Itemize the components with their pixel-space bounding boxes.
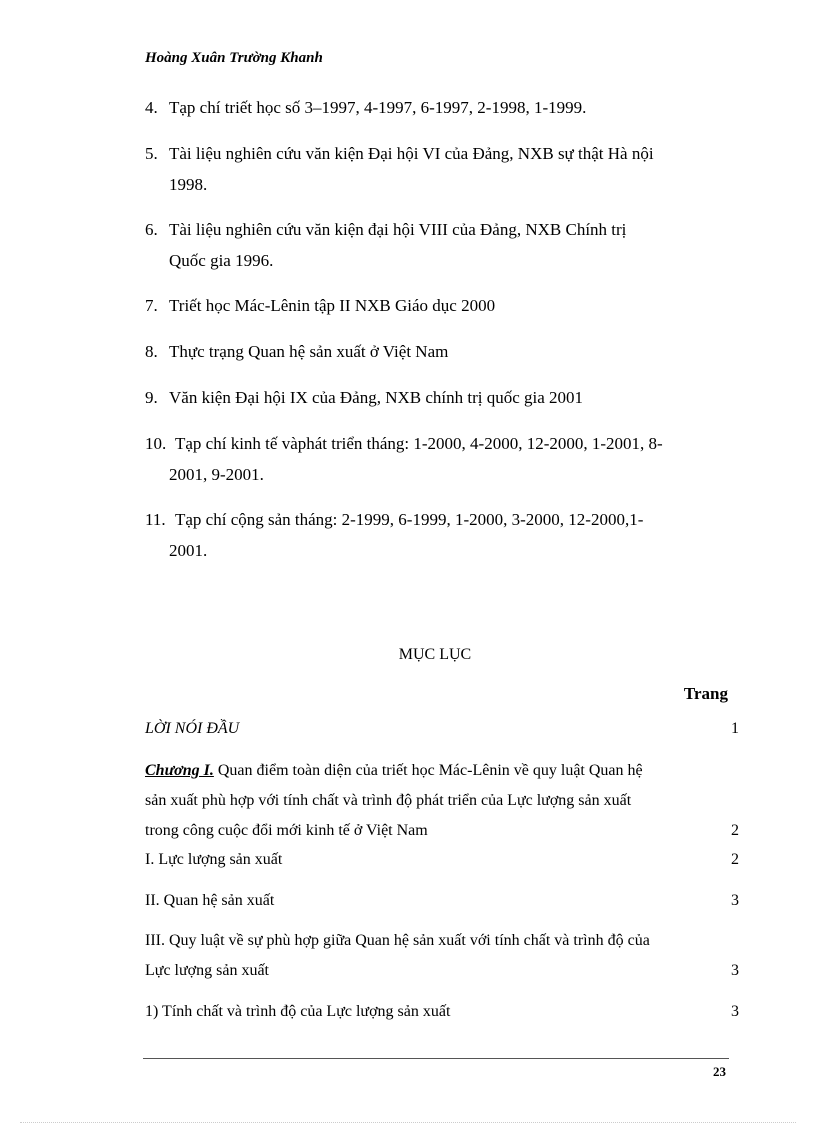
reference-text: Triết học Mác-Lênin tập II NXB Giáo dục 2000 [169, 296, 496, 315]
reference-number: 9. [145, 388, 158, 407]
page-number: 23 [713, 1064, 726, 1079]
reference-number: 5. [145, 144, 158, 163]
reference-number: 7. [145, 296, 158, 315]
reference-text: Tài liệu nghiên cứu văn kiện đại hội VIII của Đảng, NXB Chính trị [169, 220, 627, 239]
reference-item [145, 290, 728, 321]
reference-number: 4. [145, 98, 158, 117]
reference-item [145, 138, 728, 200]
toc-page-number: 1 [731, 720, 739, 737]
toc-entry-section-1 [145, 845, 739, 875]
toc-entry-label: I. Lực lượng sản xuất [145, 851, 283, 868]
reference-text-continued: 2001, 9-2001. [169, 465, 264, 484]
toc-page-number: 3 [731, 1003, 739, 1020]
reference-item [145, 336, 728, 367]
reference-text-continued: 2001. [169, 541, 208, 560]
toc-chapter-line-2: sản xuất phù hợp với tính chất và trình độ phát triển của Lực lượng sản xuất [145, 792, 632, 809]
toc-entry-section-2 [145, 886, 739, 916]
reference-text: Thực trạng Quan hệ sản xuất ở Việt Nam [169, 342, 449, 361]
reference-text: Tạp chí triết học số 3–1997, 4-1997, 6-1997, 2-1998, 1-1999. [169, 98, 587, 117]
toc-chapter-line-1 [145, 756, 739, 786]
running-header: Hoàng Xuân Trường Khanh [145, 50, 323, 66]
chapter-label: Chương I. [145, 762, 214, 779]
toc-page-number: 2 [731, 851, 739, 868]
reference-item [145, 214, 728, 276]
reference-number: 11. [145, 510, 166, 529]
reference-item [145, 92, 728, 123]
toc-entry-section-3 [145, 926, 739, 986]
reference-text: Tài liệu nghiên cứu văn kiện Đại hội VI của Đảng, NXB sự thật Hà nội [169, 144, 654, 163]
reference-item [145, 504, 728, 566]
toc-entry-line-2: Lực lượng sản xuất [145, 962, 269, 979]
toc-page-number: 2 [731, 822, 739, 839]
toc-title: MỤC LỤC [398, 646, 472, 663]
toc-entry-chapter-1 [145, 756, 739, 846]
reference-text-continued: 1998. [169, 175, 208, 194]
toc-entry-label: 1) Tính chất và trình độ của Lực lượng sản xuất [145, 1003, 451, 1020]
reference-item [145, 428, 728, 490]
reference-number: 10. [145, 434, 167, 453]
toc-page-column-heading: Trang [683, 684, 728, 703]
toc-page-number: 3 [731, 962, 739, 979]
toc-entry-label: II. Quan hệ sản xuất [145, 892, 275, 909]
toc-chapter-line-3: trong công cuộc đổi mới kinh tế ở Việt Nam [145, 822, 428, 839]
toc-page-number: 3 [731, 892, 739, 909]
reference-text-continued: Quốc gia 1996. [169, 251, 274, 270]
toc-entry-intro [145, 714, 739, 744]
reference-number: 6. [145, 220, 158, 239]
chapter-title: Quan điểm toàn diện của triết học Mác-Lênin về quy luật Quan hệ [213, 762, 643, 779]
reference-item [145, 382, 728, 413]
reference-text: Văn kiện Đại hội IX của Đảng, NXB chính trị quốc gia 2001 [169, 388, 584, 407]
toc-entry-subsection-1 [145, 997, 739, 1027]
toc-entry-line-1: III. Quy luật về sự phù hợp giữa Quan hệ sản xuất với tính chất và trình độ của [145, 932, 650, 949]
reference-text: Tạp chí cộng sản tháng: 2-1999, 6-1999, 1-2000, 3-2000, 12-2000,1- [175, 510, 644, 529]
toc-entry-label: LỜI NÓI ĐẦU [145, 720, 240, 737]
reference-text: Tạp chí kinh tế vàphát triển tháng: 1-2000, 4-2000, 12-2000, 1-2001, 8- [175, 434, 663, 453]
footer-divider [143, 1058, 729, 1059]
reference-number: 8. [145, 342, 158, 361]
